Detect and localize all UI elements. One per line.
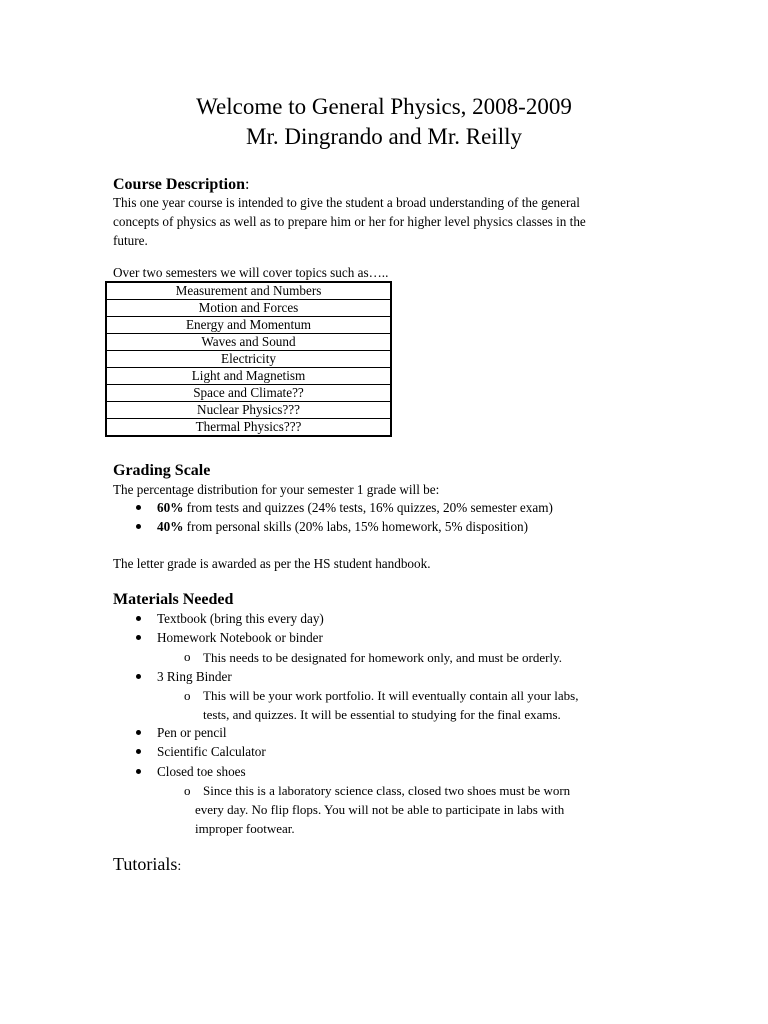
course-description-heading xyxy=(113,175,249,195)
grading-item-skills xyxy=(157,517,528,536)
materials-item: Textbook (bring this every day) xyxy=(157,611,324,626)
bullet-icon xyxy=(136,769,141,774)
heading-colon: : xyxy=(244,176,250,193)
topic-cell: Measurement and Numbers xyxy=(106,282,391,300)
paragraph-line: This one year course is intended to give the student a broad understanding of the general xyxy=(113,195,580,210)
bullet-icon xyxy=(136,635,141,640)
materials-item: 3 Ring Binder xyxy=(157,669,232,684)
document-title-line-1: Welcome to General Physics, 2008-2009 xyxy=(196,94,572,119)
grading-intro: The percentage distribution for your semester 1 grade will be: xyxy=(113,482,440,497)
heading-colon: : xyxy=(177,859,182,874)
sub-item-line: Since this is a laboratory science class, closed two shoes must be worn xyxy=(203,783,571,798)
table-row xyxy=(106,300,391,317)
topic-cell: Motion and Forces xyxy=(106,300,391,317)
topic-cell: Light and Magnetism xyxy=(106,368,391,385)
bullet-icon xyxy=(136,524,141,529)
grading-item-text: from personal skills (20% labs, 15% homework, 5% disposition) xyxy=(183,519,529,534)
topic-cell: Energy and Momentum xyxy=(106,317,391,334)
topic-cell: Waves and Sound xyxy=(106,334,391,351)
table-row xyxy=(106,402,391,419)
materials-sub-item xyxy=(203,686,578,724)
table-row xyxy=(106,282,391,300)
table-row xyxy=(106,419,391,437)
sub-item-line: tests, and quizzes. It will be essential to studying for the final exams. xyxy=(203,707,561,722)
topics-table xyxy=(105,281,392,437)
materials-heading: Materials Needed xyxy=(113,591,234,608)
topic-cell: Thermal Physics??? xyxy=(106,419,391,437)
grading-scale-heading: Grading Scale xyxy=(113,462,211,479)
course-description-heading-text: Course Description xyxy=(113,176,245,193)
paragraph-line: concepts of physics as well as to prepare him or her for higher level physics classes in the xyxy=(113,214,586,229)
table-row xyxy=(106,368,391,385)
sub-item-line: improper footwear. xyxy=(195,821,295,836)
materials-sub-item: This needs to be designated for homework only, and must be orderly. xyxy=(203,650,562,665)
grading-item-tests xyxy=(157,498,553,517)
table-row xyxy=(106,351,391,368)
bullet-icon xyxy=(136,616,141,621)
materials-item: Closed toe shoes xyxy=(157,764,246,779)
sub-item-line: every day. No flip flops. You will not be able to participate in labs with xyxy=(195,802,565,817)
sub-bullet-marker-icon: o xyxy=(184,783,191,798)
topic-cell: Space and Climate?? xyxy=(106,385,391,402)
topics-intro: Over two semesters we will cover topics such as….. xyxy=(113,265,389,280)
materials-item: Homework Notebook or binder xyxy=(157,630,323,645)
paragraph-line: future. xyxy=(113,233,148,248)
bullet-icon xyxy=(136,674,141,679)
topic-cell: Electricity xyxy=(106,351,391,368)
course-description-paragraph xyxy=(113,193,658,250)
sub-item-line: This will be your work portfolio. It will eventually contain all your labs, xyxy=(203,688,579,703)
sub-bullet-marker-icon: o xyxy=(184,649,191,664)
grading-note: The letter grade is awarded as per the HS student handbook. xyxy=(113,556,431,571)
bullet-icon xyxy=(136,505,141,510)
grading-percent: 60% xyxy=(157,500,184,515)
bullet-icon xyxy=(136,749,141,754)
bullet-icon xyxy=(136,730,141,735)
materials-item: Scientific Calculator xyxy=(157,744,266,759)
table-row xyxy=(106,385,391,402)
document-title-line-2: Mr. Dingrando and Mr. Reilly xyxy=(246,124,522,149)
materials-sub-item xyxy=(195,781,571,838)
table-row xyxy=(106,334,391,351)
tutorials-heading-text: Tutorials xyxy=(113,854,178,874)
materials-item: Pen or pencil xyxy=(157,725,227,740)
grading-item-text: from tests and quizzes (24% tests, 16% quizzes, 20% semester exam) xyxy=(183,500,553,515)
sub-bullet-marker-icon: o xyxy=(184,688,191,703)
grading-percent: 40% xyxy=(157,519,184,534)
tutorials-heading xyxy=(113,853,181,878)
table-row xyxy=(106,317,391,334)
topic-cell: Nuclear Physics??? xyxy=(106,402,391,419)
